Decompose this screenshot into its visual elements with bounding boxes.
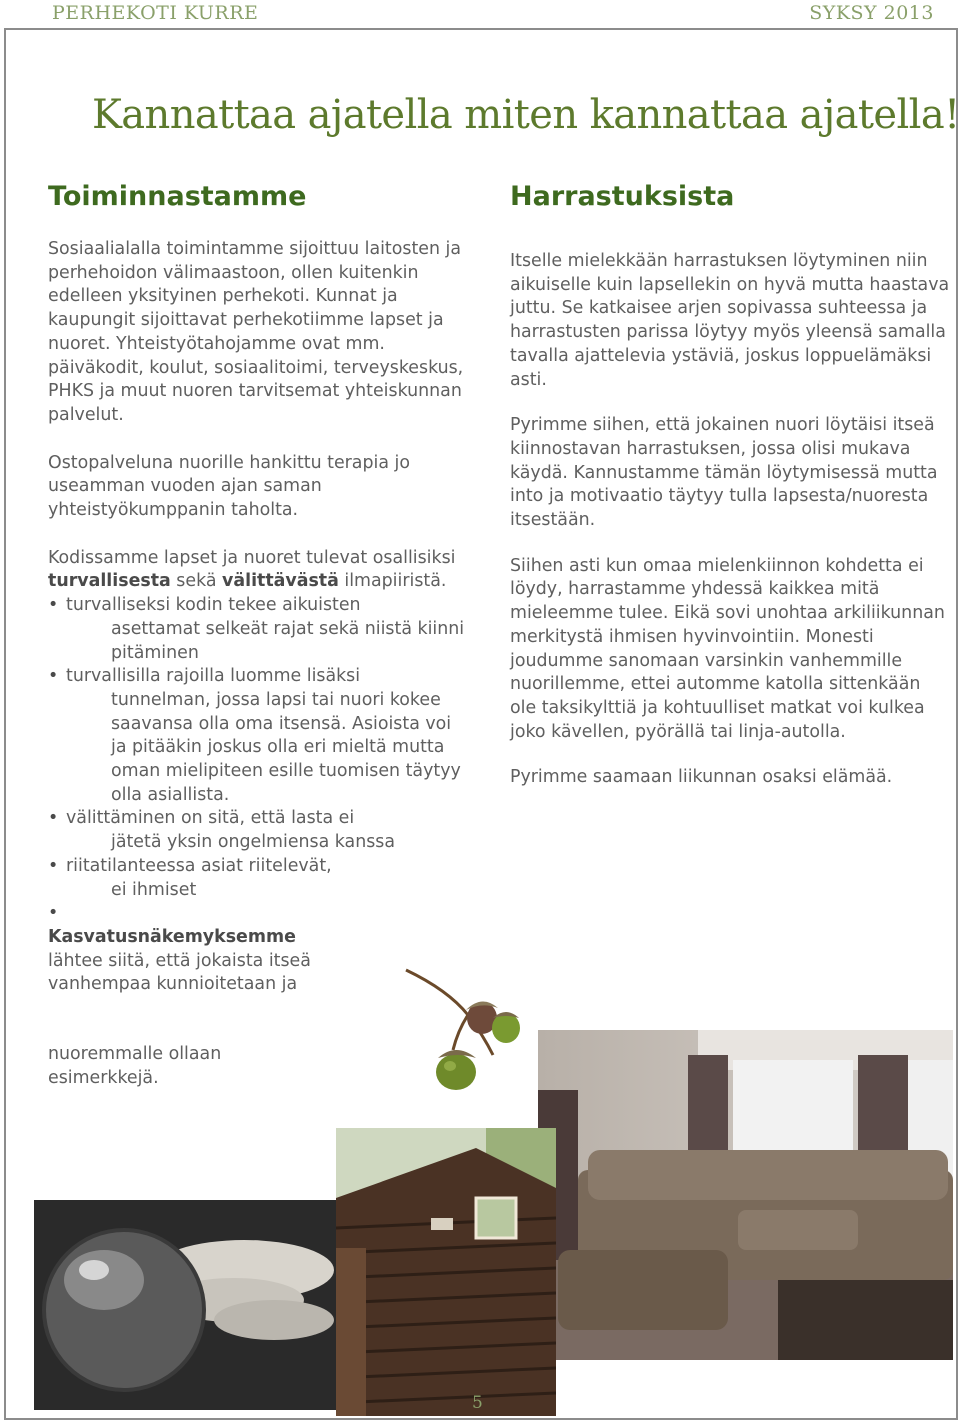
- left-paragraph-1: Sosiaalialalla toimintamme sijoittuu laitosten ja perhehoidon välimaastoon, ollen kuitenkin edelleen yksityinen perhekoti. Kunnat ja kaupungit sijoittavat perhekotiimme lapset ja nuoret. Yhteistyötahojamme ovat mm. päiväkodit, koulut, sosiaalitoimi, terveyskeskus, PHKS ja muut nuoren tarvitsemat yhteiskunnan palvelut.: [48, 239, 464, 425]
- emphasis-turvallisesta: turvallisesta: [48, 571, 171, 592]
- left-paragraph-4: Kasvatusnäkemyksemme lähtee siitä, että jokaista itseä vanhempaa kunnioitetaan ja: [48, 926, 311, 995]
- right-paragraph-3: Siihen asti kun omaa mielenkiinnon kohdetta ei löydy, harrastamme yhdessä kaikkea mitä mieleemme tulee. Eikä sovi unohtaa arkiliikunnan merkitystä ihmisen hyvinvointiin. Monesti joudumme sanomaan varsinkin vanhemmille nuorillemme, ettei automme katolla sittenkään ole taksikylttiä ja kohtuulliset matkat voi kulkea joko kävellen, pyörällä tai linja-autolla.: [510, 555, 945, 742]
- left-paragraph-2: Ostopalveluna nuorille hankittu terapia jo useamman vuoden ajan saman yhteistyökumppanin taholta.: [48, 452, 410, 521]
- candle-sphere-photo: [34, 1200, 336, 1410]
- values-list: [48, 594, 468, 926]
- right-paragraph-1: Itselle mielekkään harrastuksen löytyminen niin aikuiselle kuin lapsellekin on hyvä mutta haastava juttu. Se katkaisee arjen sopivassa suhteessa ja harrastusten parissa löytyy myös yleensä samalla tavalla ajattelevia ystäviä, joskus loppuelämäksi asti.: [510, 251, 950, 390]
- acorn-photo: [398, 960, 538, 1100]
- header-left: PERHEKOTI KURRE: [52, 2, 259, 24]
- log-cabin-photo: [336, 1128, 556, 1416]
- right-paragraph-4: Pyrimme saamaan liikunnan osaksi elämää.: [510, 767, 893, 788]
- list-item: • turvalliseksi kodin tekee aikuisten asettamat selkeät rajat sekä niistä kiinni pitäminen: [48, 594, 468, 665]
- right-paragraph-2: Pyrimme siihen, että jokainen nuori löytäisi itseä kiinnostavan harrastuksen, jossa olisi mukava käydä. Kannustamme tämän löytymisessä mutta into ja motivaatio täytyy tulla lapsesta/nuoresta itsestään.: [510, 415, 938, 531]
- page-headline: Kannattaa ajatella miten kannattaa ajatella!: [92, 92, 960, 138]
- section-title-harrastuksista: Harrastuksista: [510, 181, 735, 212]
- left-paragraph-5: nuoremmalle ollaan esimerkkejä.: [48, 1044, 222, 1088]
- emphasis-kasvatusnakemyksemme: Kasvatusnäkemyksemme: [48, 926, 296, 947]
- list-item: [48, 902, 468, 926]
- header-right: SYKSY 2013: [809, 2, 934, 24]
- page-number: 5: [472, 1393, 483, 1413]
- section-title-toiminnastamme: Toiminnastamme: [48, 181, 307, 212]
- left-paragraph-3: Kodissamme lapset ja nuoret tulevat osallisiksi turvallisesta sekä välittävästä ilmapiiristä.: [48, 547, 456, 592]
- list-item: • välittäminen on sitä, että lasta ei jätetä yksin ongelmiensa kanssa: [48, 807, 468, 854]
- right-column: [510, 250, 950, 790]
- emphasis-valittavasta: välittävästä: [222, 571, 339, 592]
- list-item: • riitatilanteessa asiat riitelevät, ei ihmiset: [48, 855, 468, 902]
- list-item: • turvallisilla rajoilla luomme lisäksi tunnelman, jossa lapsi tai nuori kokee saavansa olla oma itsensä. Asioista voi ja pitääkin joskus olla eri mieltä mutta oman mielipiteen esille tuomisen täytyy olla asiallista.: [48, 665, 468, 807]
- living-room-photo: [538, 1030, 953, 1360]
